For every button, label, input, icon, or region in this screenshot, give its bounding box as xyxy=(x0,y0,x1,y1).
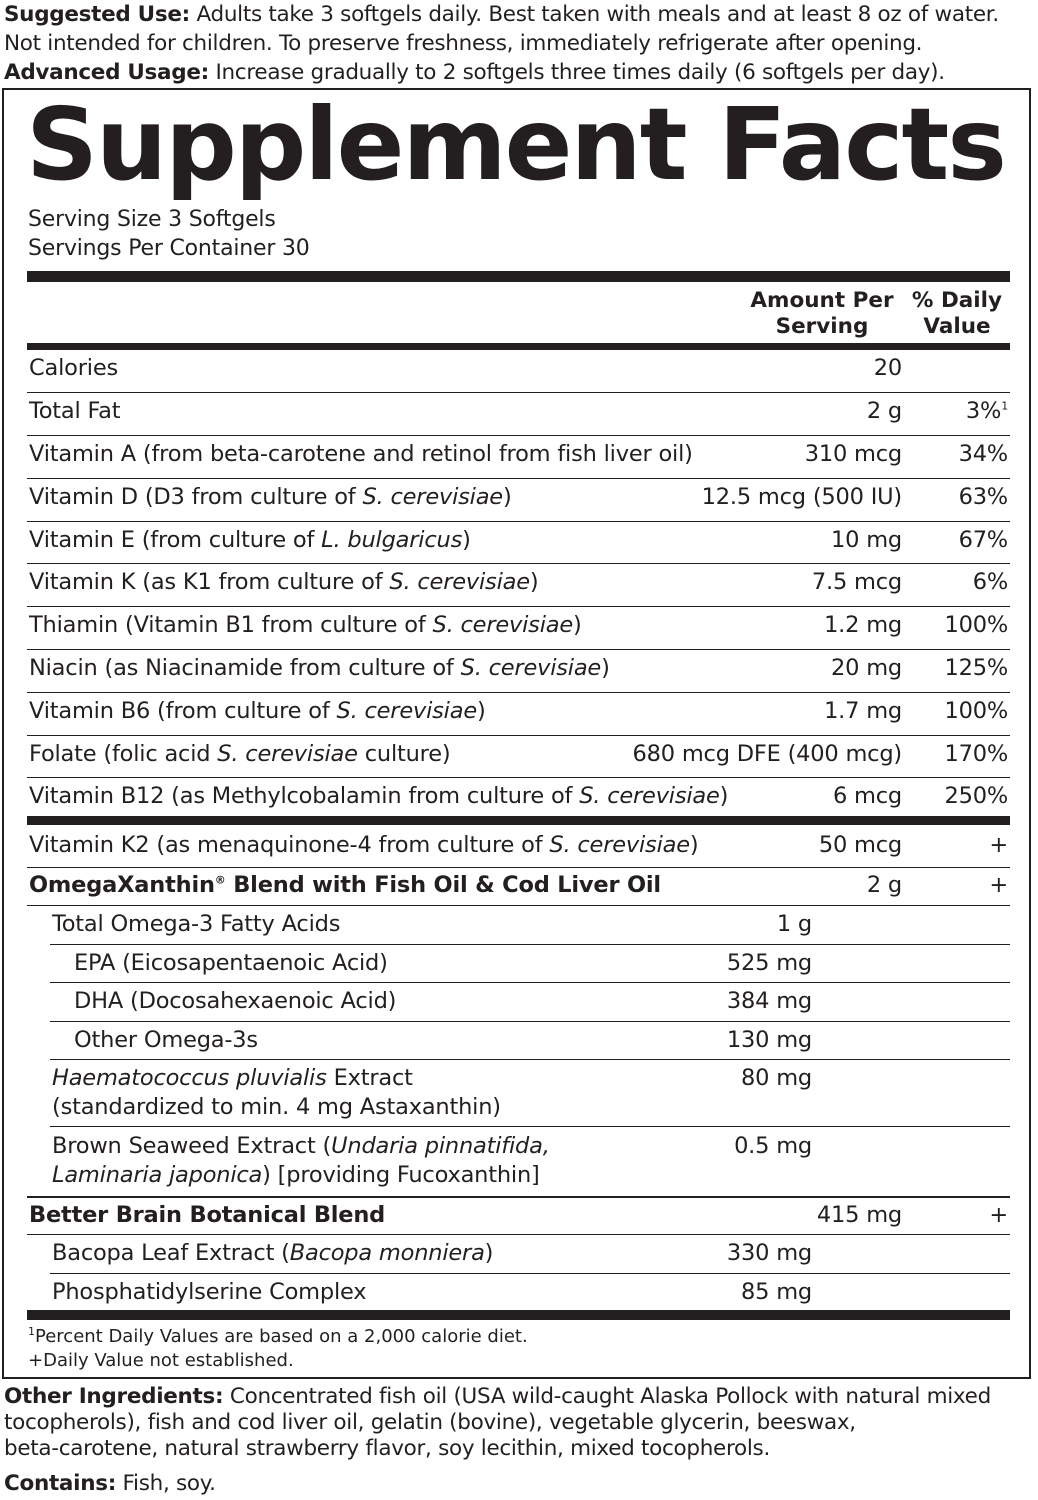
row-niacin: Niacin (as Niacinamide from culture of S. cerevisiae) 20 mg 125% xyxy=(27,650,1010,693)
thick-divider-3 xyxy=(27,1310,1010,1320)
row-vitamin-k2: Vitamin K2 (as menaquinone-4 from culture of S. cerevisiae) 50 mcg + xyxy=(27,825,1010,868)
row-vitamin-k: Vitamin K (as K1 from culture of S. cerevisiae) 7.5 mcg 6% xyxy=(27,564,1010,607)
row-other-omega3: Other Omega-3s 130 mg xyxy=(50,1022,1010,1060)
row-brain-blend: Better Brain Botanical Blend 415 mg + xyxy=(27,1197,1010,1235)
suggested-use: Suggested Use: Adults take 3 softgels daily. Best taken with meals and at least 8 oz of water. xyxy=(4,2,999,27)
thick-divider-2 xyxy=(27,816,1010,825)
row-total-omega3: Total Omega-3 Fatty Acids 1 g xyxy=(50,906,1010,945)
directions xyxy=(4,0,1034,87)
row-folate: Folate (folic acid S. cerevisiae culture) 680 mcg DFE (400 mcg) 170% xyxy=(27,736,1010,778)
row-phosphatidylserine: Phosphatidylserine Complex 85 mg xyxy=(52,1279,812,1305)
header-daily-value: % Daily Value xyxy=(911,288,1003,339)
row-thiamin: Thiamin (Vitamin B1 from culture of S. cerevisiae) 1.2 mg 100% xyxy=(27,607,1010,650)
medium-divider xyxy=(27,343,1010,350)
row-calories: Calories 20 xyxy=(27,350,1010,393)
suggested-use-line2: Not intended for children. To preserve freshness, immediately refrigerate after opening. xyxy=(4,31,923,56)
footnote-not-established: +Daily Value not established. xyxy=(28,1350,294,1371)
other-ingredients: Other Ingredients: Concentrated fish oil (USA wild-caught Alaska Pollock with natural mixed tocopherols), fish and cod liver oil, gelatin (bovine), vegetable glycerin, beeswax, beta-carotene, natural strawberry flavor, soy lecithin, mixed tocopherols. Contains: Fish, soy. xyxy=(4,1384,1034,1497)
row-brown-seaweed: Brown Seaweed Extract (Undaria pinnatifida, Laminaria japonica) [providing Fucoxanthin] 0.5 mg xyxy=(52,1133,812,1188)
row-vitamin-d: Vitamin D (D3 from culture of S. cerevisiae) 12.5 mcg (500 IU) 63% xyxy=(27,479,1010,522)
contains: Contains: Fish, soy. xyxy=(4,1471,216,1496)
row-vitamin-e: Vitamin E (from culture of L. bulgaricus) 10 mg 67% xyxy=(27,522,1010,564)
row-vitamin-b12: Vitamin B12 (as Methylcobalamin from culture of S. cerevisiae) 6 mcg 250% xyxy=(29,783,1008,809)
row-epa: EPA (Eicosapentaenoic Acid) 525 mg xyxy=(50,945,1010,983)
row-vitamin-a: Vitamin A (from beta-carotene and retinol from fish liver oil) 310 mcg 34% xyxy=(27,436,1010,479)
row-vitamin-b6: Vitamin B6 (from culture of S. cerevisiae) 1.7 mg 100% xyxy=(27,693,1010,736)
row-total-fat: Total Fat 2 g 3%$^1$ xyxy=(27,393,1010,436)
row-haematococcus: Haematococcus pluvialis Extract (standardized to min. 4 mg Astaxanthin) 80 mg xyxy=(50,1060,1010,1127)
row-dha: DHA (Docosahexaenoic Acid) 384 mg xyxy=(50,983,1010,1022)
supplement-facts-panel xyxy=(2,88,1031,1379)
row-omegaxanthin-blend: OmegaXanthin® Blend with Fish Oil & Cod Liver Oil 2 g + xyxy=(27,868,1010,906)
footnote-dv: $^1$Percent Daily Values are based on a 2,000 calorie diet. xyxy=(28,1325,528,1347)
serving-size: Serving Size 3 Softgels xyxy=(28,207,276,232)
header-amount: Amount Per Serving xyxy=(750,288,894,339)
row-bacopa: Bacopa Leaf Extract (Bacopa monniera) 330 mg xyxy=(50,1235,1010,1274)
servings-per-container: Servings Per Container 30 xyxy=(28,236,310,261)
thick-divider xyxy=(27,271,1010,282)
panel-title: Supplement Facts xyxy=(26,86,1005,203)
advanced-usage: Advanced Usage: Increase gradually to 2 softgels three times daily (6 softgels per day). xyxy=(4,60,945,85)
